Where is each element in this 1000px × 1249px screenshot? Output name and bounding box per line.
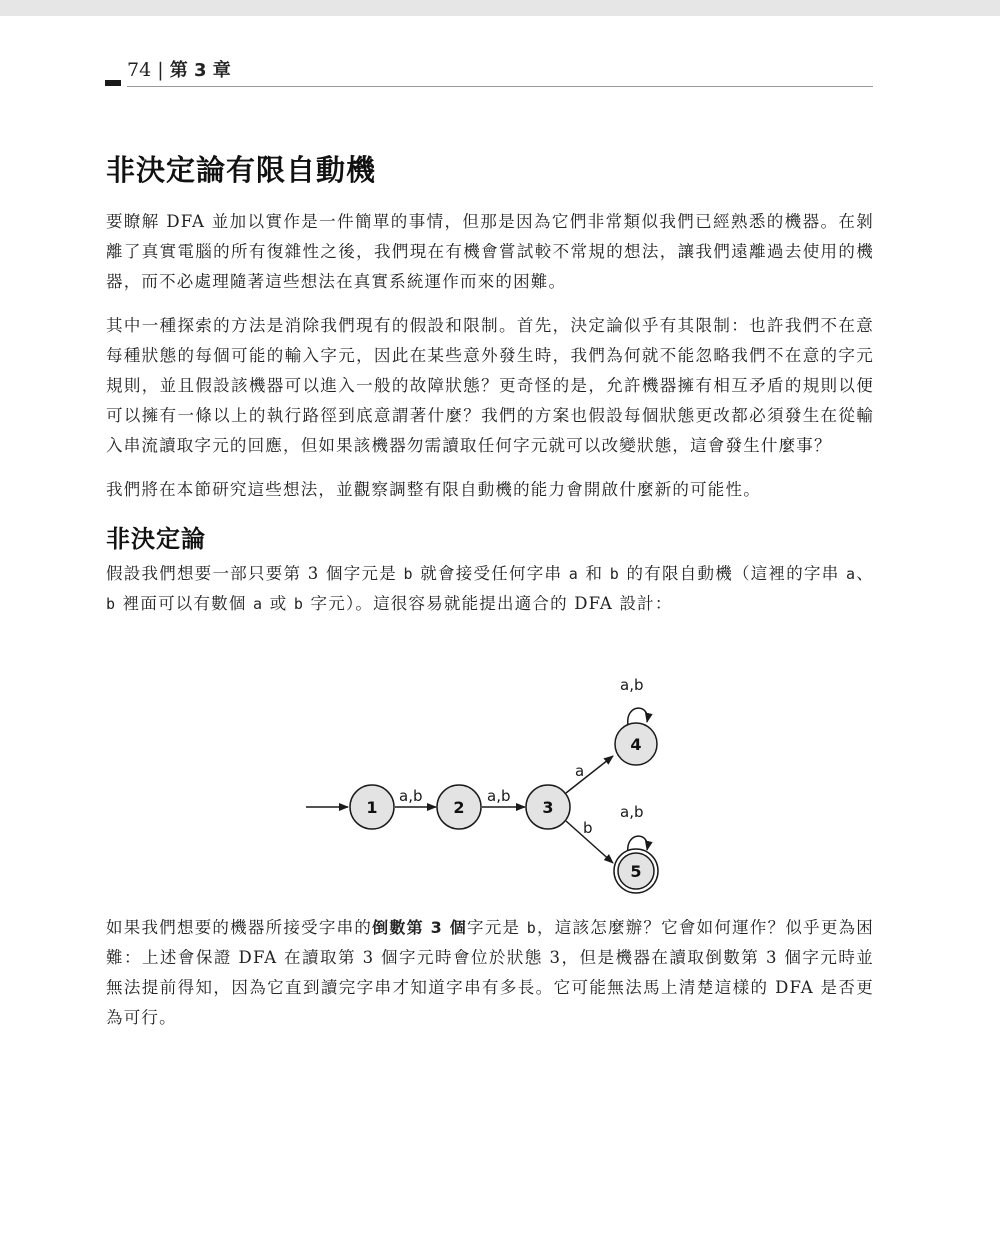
text-run: 字元）。這很容易就能提出適合的 DFA 設計： [304, 594, 673, 613]
state-label-3: 3 [542, 798, 554, 817]
state-5-accepting [614, 849, 658, 893]
text-run: 或 [263, 594, 294, 613]
intro-paragraph-3: 我們將在本節研究這些想法，並觀察調整有限自動機的能力會開啟什麼新的可能性。 [106, 480, 761, 499]
running-header [105, 58, 873, 88]
dfa-diagram [106, 629, 874, 909]
subsection-title: 非決定論 [106, 525, 206, 553]
text-run: 裡面可以有數個 [116, 594, 254, 613]
page-content [106, 145, 874, 1033]
header-rule [127, 86, 873, 87]
code-char: b [526, 919, 537, 937]
transition-label-1-2: a,b [399, 787, 423, 805]
text-run: 假設我們想要一部只要第 3 個字元是 [106, 564, 404, 583]
nfa-intro-paragraph [106, 559, 874, 619]
text-run: ，這該怎麼辦？它會如何運作？似乎更為困難：上述會保證 DFA 在讀取第 3 個字元時會位於狀態 3，但是機器在讀取倒數第 3 個字元時並無法提前得知，因為它直到讀完字串才知道字串有多長。它可能無法馬上清楚這樣的 DFA 是否更為可行。 [106, 918, 874, 1027]
followup-paragraph [106, 913, 874, 1033]
code-char: b [106, 595, 117, 613]
intro-paragraph-1: 要瞭解 DFA 並加以實作是一件簡單的事情，但那是因為它們非常類似我們已經熟悉的機器。在剝離了真實電腦的所有復雜性之後，我們現在有機會嘗試較不常規的想法，讓我們遠離過去使用的機器，而不必處理隨著這些想法在真實系統運作而來的困難。 [106, 212, 874, 291]
header-separator: | [157, 59, 164, 81]
code-char: a [253, 595, 264, 613]
text-run: 如果我們想要的機器所接受字串的 [106, 918, 373, 937]
state-4 [615, 723, 657, 765]
transition-label-3-4: a [575, 762, 585, 780]
state-label-4: 4 [630, 735, 642, 754]
emphasis-text: 倒數第 3 個 [372, 918, 468, 937]
transition-label-5-5: a,b [620, 803, 644, 821]
text-run: 就會接受任何字串 [413, 564, 569, 583]
code-char: b [609, 565, 620, 583]
code-char: a [568, 565, 579, 583]
code-char: a [846, 565, 857, 583]
transition-label-3-5: b [583, 819, 593, 837]
state-1 [350, 785, 394, 829]
page-number: 74 [127, 59, 152, 81]
transition-label-2-3: a,b [487, 787, 511, 805]
header-text [127, 58, 231, 83]
text-run: 字元是 [467, 918, 527, 937]
code-char: b [403, 565, 414, 583]
section-title: 非決定論有限自動機 [106, 153, 377, 187]
text-run: 、 [856, 564, 874, 583]
transition-3-4 [566, 756, 613, 793]
state-label-5: 5 [630, 862, 642, 881]
header-marker [105, 80, 121, 86]
state-3 [526, 785, 570, 829]
intro-paragraph-2: 其中一種探索的方法是消除我們現有的假設和限制。首先，決定論似乎有其限制：也許我們不在意每種狀態的每個可能的輸入字元，因此在某些意外發生時，我們為何就不能忽略我們不在意的字元規則，並且假設該機器可以進入一般的故障狀態？更奇怪的是，允許機器擁有相互矛盾的規則以便可以擁有一條以上的執行路徑到底意謂著什麼？我們的方案也假設每個狀態更改都必須發生在從輸入串流讀取字元的回應，但如果該機器勿需讀取任何字元就可以改變狀態，這會發生什麼事？ [106, 316, 874, 455]
text-run: 的有限自動機（這裡的字串 [619, 564, 846, 583]
state-label-2: 2 [453, 798, 465, 817]
text-run: 和 [578, 564, 610, 583]
top-band [0, 0, 1000, 16]
transition-label-4-4: a,b [620, 676, 644, 694]
chapter-label: 第 3 章 [169, 60, 231, 81]
code-char: b [293, 595, 305, 613]
state-label-1: 1 [366, 798, 378, 817]
state-2 [437, 785, 481, 829]
